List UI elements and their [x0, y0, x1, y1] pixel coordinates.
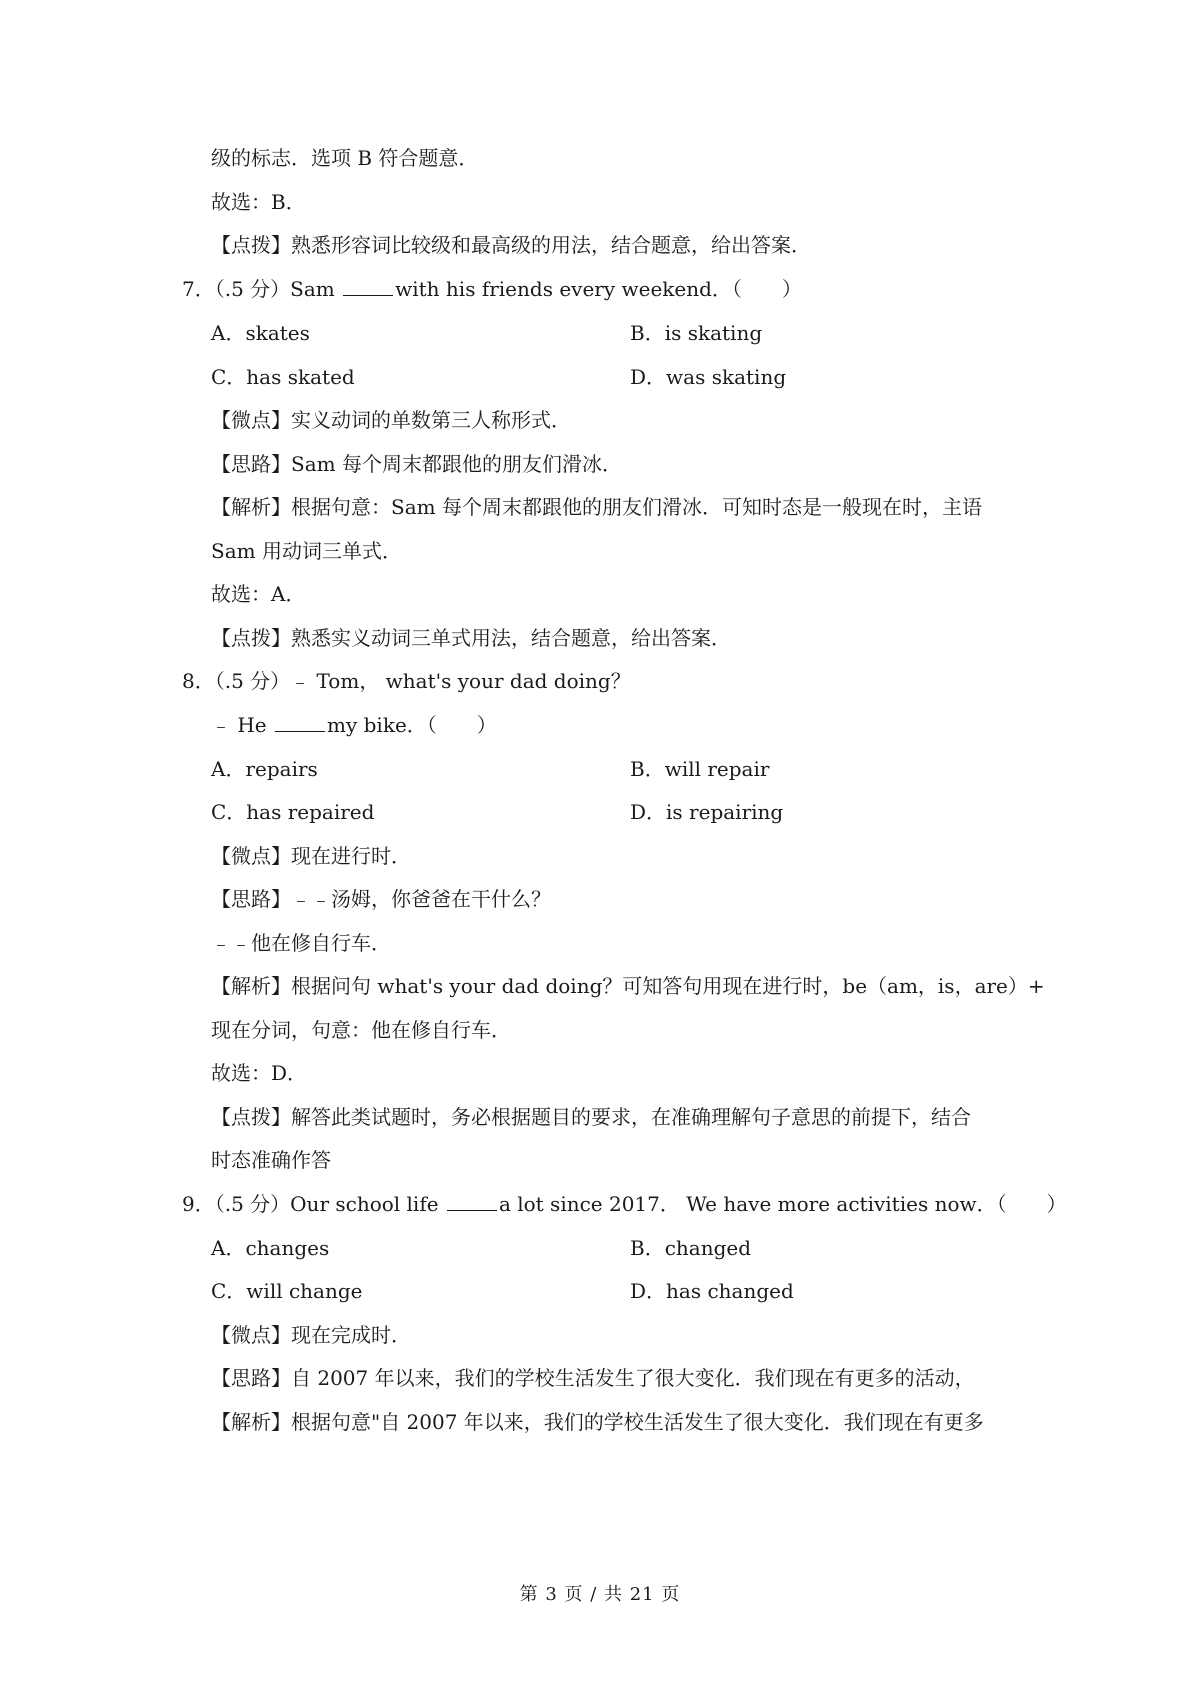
- stem-text: 9．（.5 分）Our school life: [182, 1192, 445, 1216]
- option-a: A．changes: [211, 1236, 330, 1260]
- tip-line: 【点拨】熟悉形容词比较级和最高级的用法，结合题意，给出答案．: [211, 233, 811, 257]
- weidian-line: 【微点】现在进行时．: [211, 844, 411, 868]
- question-8-stem: 8．（.5 分）﹣ Tom， what's your dad doing？: [182, 669, 631, 693]
- question-8-response: [211, 712, 497, 738]
- option-a: A．skates: [211, 321, 310, 345]
- option-c: C．will change: [211, 1279, 363, 1303]
- jiexi-line: Sam 用动词三单式．: [211, 539, 402, 563]
- stem-text: with his friends every weekend．（ ）: [395, 277, 802, 301]
- option-d: D．has changed: [630, 1279, 794, 1303]
- answer-blank: [275, 713, 325, 732]
- question-9-stem: [182, 1191, 1067, 1217]
- weidian-line: 【微点】实义动词的单数第三人称形式．: [211, 408, 571, 432]
- silu-line: 【思路】﹣﹣汤姆，你爸爸在干什么？: [211, 887, 551, 911]
- page-footer: 第 3 页 / 共 21 页: [519, 1584, 681, 1605]
- option-b: B．is skating: [630, 321, 763, 345]
- option-b: B．will repair: [630, 757, 770, 781]
- option-c: C．has repaired: [211, 800, 375, 824]
- option-d: D．was skating: [630, 365, 787, 389]
- answer-line: 故选：A．: [211, 582, 306, 606]
- silu-line: ﹣﹣他在修自行车．: [211, 931, 391, 955]
- jiexi-line: 【解析】根据句意"自 2007 年以来，我们的学校生活发生了很大变化．我们现在有更多: [211, 1410, 984, 1434]
- text-line: 级的标志．选项 B 符合题意．: [211, 146, 479, 170]
- option-b: B．changed: [630, 1236, 752, 1260]
- silu-line: 【思路】Sam 每个周末都跟他的朋友们滑冰．: [211, 452, 622, 476]
- option-a: A．repairs: [211, 757, 318, 781]
- answer-line: 故选：B．: [211, 190, 306, 214]
- stem-text: a lot since 2017． We have more activities now．（ ）: [498, 1192, 1067, 1216]
- answer-blank: [447, 1192, 497, 1211]
- stem-text: ﹣ He: [211, 713, 273, 737]
- dianbo-line: 【点拨】解答此类试题时，务必根据题目的要求，在准确理解句子意思的前提下，结合: [211, 1105, 971, 1129]
- silu-line: 【思路】自 2007 年以来，我们的学校生活发生了很大变化．我们现在有更多的活动，: [211, 1366, 975, 1390]
- stem-text: my bike．（ ）: [327, 713, 497, 737]
- answer-line: 故选：D．: [211, 1061, 308, 1085]
- weidian-line: 【微点】现在完成时．: [211, 1323, 411, 1347]
- dianbo-line: 时态准确作答: [211, 1148, 331, 1172]
- dianbo-line: 【点拨】熟悉实义动词三单式用法，结合题意，给出答案．: [211, 626, 731, 650]
- stem-text: 7．（.5 分）Sam: [182, 277, 342, 301]
- answer-blank: [343, 277, 393, 296]
- question-7-stem: [182, 276, 802, 302]
- option-c: C．has skated: [211, 365, 355, 389]
- jiexi-line: 【解析】根据问句 what's your dad doing？可知答句用现在进行时，be（am，is，are）+: [211, 974, 1045, 998]
- jiexi-line: 现在分词，句意：他在修自行车．: [211, 1018, 511, 1042]
- option-d: D．is repairing: [630, 800, 784, 824]
- jiexi-line: 【解析】根据句意：Sam 每个周末都跟他的朋友们滑冰．可知时态是一般现在时，主语: [211, 495, 982, 519]
